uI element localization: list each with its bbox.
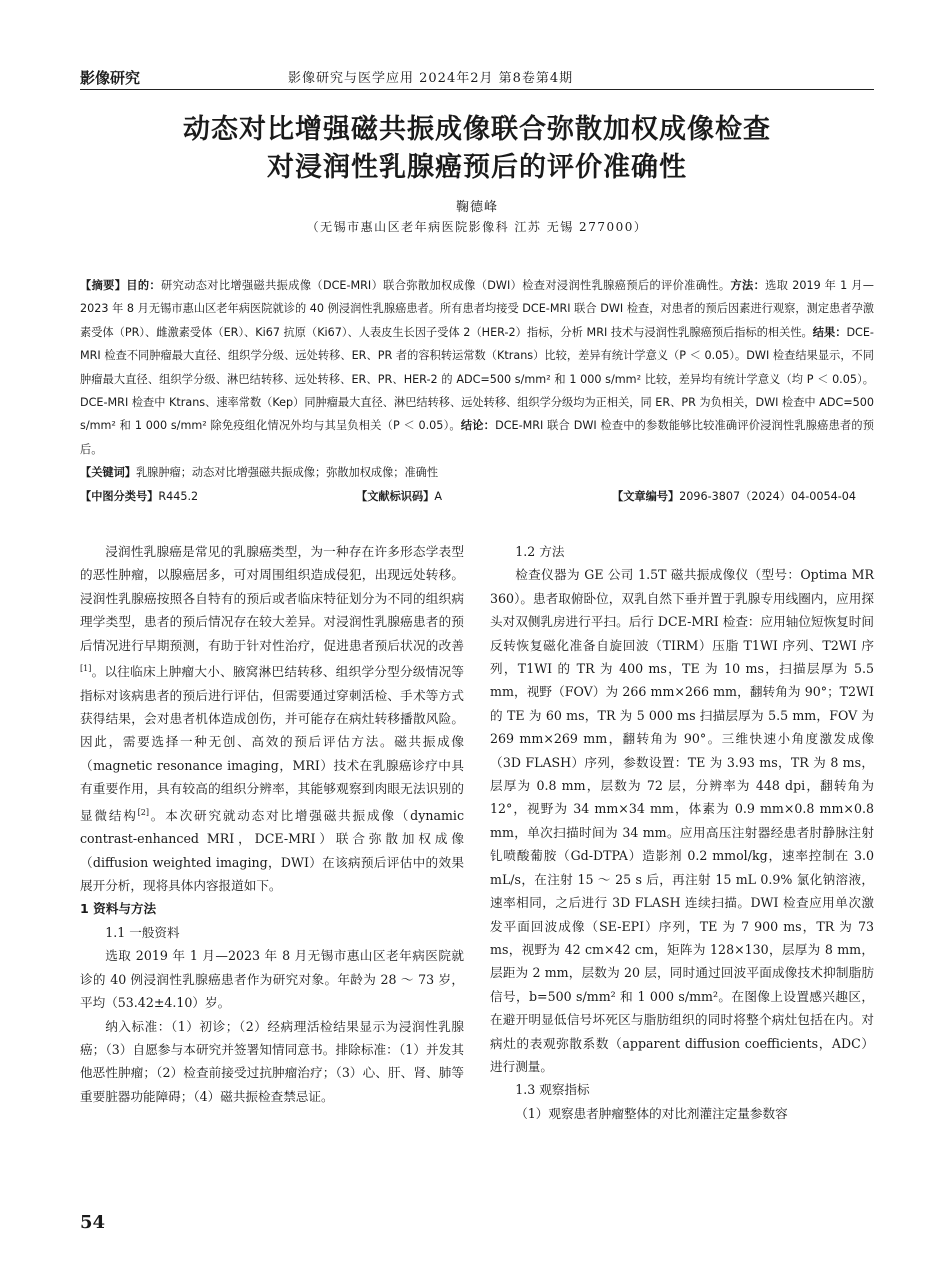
keywords xyxy=(80,464,874,480)
abstract-label: 【摘要】 xyxy=(80,279,127,292)
clc-value: R445.2 xyxy=(158,490,199,503)
running-header xyxy=(80,64,874,92)
abstract xyxy=(80,274,874,461)
doc-label: 【文献标识码】 xyxy=(356,490,435,503)
subsection-heading-1-1: 1.1 一般资料 xyxy=(105,924,180,940)
page-number: 54 xyxy=(80,1212,106,1233)
section-label: 影像研究 xyxy=(80,69,141,87)
intro-paragraph xyxy=(80,540,464,897)
body-column-right xyxy=(490,540,874,1125)
abstract-conclusion: DCE-MRI 联合 DWI 检查中的参数能够比较准确评价浸润性乳腺癌患者的预后。 xyxy=(80,419,874,456)
article-title-line-2: 对浸润性乳腺癌预后的评价准确性 xyxy=(267,152,687,183)
header-rule xyxy=(80,89,874,90)
methods-label: 方法： xyxy=(730,279,766,292)
objective-label: 目的： xyxy=(126,279,161,292)
abstract-methods: 选取 2019 年 1 月—2023 年 8 月无锡市惠山区老年病医院就诊的 40 例浸润性乳腺癌患者。所有患者均接受 DCE-MRI 联合 DWI 检查，对患者的预后因素进行观察，测定患者孕激素受体（PR）、雌激素受体（ER）、Ki67 抗原（Ki67）、人表皮生长因子受体 2（HER-2）指标，分析 MRI 技术与浸润性乳腺癌预后指标的相关性。 xyxy=(80,279,874,339)
intro-text-a: 浸润性乳腺癌是常见的乳腺癌类型，为一种存在许多形态学表型的恶性肿瘤，以腺癌居多，可对周围组织造成侵犯，出现远处转移。浸润性乳腺癌按照各自特有的预后或者临床特征划分为不同的组织病理学类型，患者的预后情况存在较大差异。对浸润性乳腺癌患者的预后情况进行早期预测，有助于针对性治疗，促进患者预后状况的改善 xyxy=(80,544,464,653)
journal-info: 影像研究与医学应用 2024年2月 第8卷第4期 xyxy=(288,71,574,86)
body-column-left xyxy=(80,540,464,1108)
conclusion-label: 结论： xyxy=(460,419,496,433)
indicators-paragraph: （1）观察患者肿瘤整体的对比剂灌注定量参数容 xyxy=(515,1105,788,1121)
results-label: 结果： xyxy=(812,325,847,339)
intro-text-b: 。以往临床上肿瘤大小、腋窝淋巴结转移、组织学分型分级情况等指标对该病患者的预后进行评估，但需要通过穿刺活检、手术等方式获得结果，会对患者机体造成创伤，并可能存在病灶转移播散风险。因此，需要选择一种无创、高效的预后评估方法。磁共振成像（magnetic resonance imaging，MRI）技术在乳腺癌诊疗中具有重要作用，具有较高的组织分辨率，其能够观察到肉眼无法识别的显微结构 xyxy=(80,664,464,823)
article-number xyxy=(612,488,856,504)
general-info-paragraph: 选取 2019 年 1 月—2023 年 8 月无锡市惠山区老年病医院就诊的 40 例浸润性乳腺癌患者作为研究对象。年龄为 28 ～ 73 岁，平均（53.42±4.10）岁。 xyxy=(80,948,464,1011)
citation-2: [2] xyxy=(137,807,149,817)
article-title-line-1: 动态对比增强磁共振成像联合弥散加权成像检查 xyxy=(183,114,771,145)
criteria-paragraph: 纳入标准：（1）初诊；（2）经病理活检结果显示为浸润性乳腺癌；（3）自愿参与本研究并签署知情同意书。排除标准：（1）并发其他恶性肿瘤；（2）检查前接受过抗肿瘤治疗；（3）心、肝、肾、肺等重要脏器功能障碍；（4）磁共振检查禁忌证。 xyxy=(80,1018,464,1104)
author-affiliation: （无锡市惠山区老年病医院影像科 江苏 无锡 277000） xyxy=(306,220,648,234)
section-heading-1: 1 资料与方法 xyxy=(80,901,157,917)
citation-1: [1] xyxy=(80,664,92,674)
clc-number xyxy=(80,488,198,504)
abstract-objective: 研究动态对比增强磁共振成像（DCE-MRI）联合弥散加权成像（DWI）检查对浸润性乳腺癌预后的评价准确性。 xyxy=(161,279,731,292)
keywords-text: 乳腺肿瘤；动态对比增强磁共振成像；弥散加权成像；准确性 xyxy=(135,466,439,479)
author-name: 鞠德峰 xyxy=(455,200,498,215)
clc-label: 【中图分类号】 xyxy=(80,490,159,503)
methods-paragraph: 检查仪器为 GE 公司 1.5T 磁共振成像仪（型号：Optima MR 360）。患者取俯卧位，双乳自然下垂并置于乳腺专用线圈内，应用探头对双侧乳房进行平扫。后行 DCE-MRI 检查：应用轴位短恢复时间反转恢复磁化准备自旋回波（TIRM）压脂 T1WI 序列、T2WI 序列，T1WI 的 TR 为 400 ms，TE 为 10 ms，扫描层厚为 5.5 mm，视野（FOV）为 266 mm×266 mm，翻转角为 90°；T2WI 的 TE 为 60 ms，TR 为 5 000 ms 扫描层厚为 5.5 mm，FOV 为 269 mm×269 mm，翻转角为 90°。三维快速小角度激发成像（3D FLASH）序列，参数设置：TE 为 3.93 ms，TR 为 8 ms，层厚为 0.8 mm，层数为 72 层，分辨率为 448 dpi，翻转角为 12°，视野为 34 mm×34 mm，体素为 0.9 mm×0.8 mm×0.8 mm，单次扫描时间为 34 mm。应用高压注射器经患者肘静脉注射钆喷酸葡胺（Gd-DTPA）造影剂 0.2 mmol/kg，速率控制在 3.0 mL/s，在注射 15 ～ 25 s 后，再注射 15 mL 0.9% 氯化钠溶液，速率相同，之后进行 3D FLASH 连续扫描。DWI 检查应用单次激发平面回波成像（SE-EPI）序列，TE 为 7 900 ms，TR 为 73 ms，视野为 42 cm×42 cm，矩阵为 128×130，层厚为 8 mm，层距为 2 mm，层数为 20 层，同时通过回波平面成像技术抑制脂肪信号，b=500 s/mm² 和 1 000 s/mm²。在图像上设置感兴趣区，在避开明显低信号坏死区与脂肪组织的同时将整个病灶包括在内。对病灶的表观弥散系数（apparent diffusion coefficients，ADC）进行测量。 xyxy=(490,567,874,1074)
keywords-label: 【关键词】 xyxy=(80,466,136,479)
article-value: 2096-3807（2024）04-0054-04 xyxy=(679,490,856,503)
document-code xyxy=(356,488,442,504)
intro-text-c: 。本次研究就动态对比增强磁共振成像（dynamic contrast-enhanced MRI，DCE-MRI）联合弥散加权成像（diffusion weighted imaging，DWI）在该病预后评估中的效果展开分析，现将具体内容报道如下。 xyxy=(80,807,464,894)
subsection-heading-1-3: 1.3 观察指标 xyxy=(515,1082,590,1098)
article-label: 【文章编号】 xyxy=(612,490,680,503)
doc-value: A xyxy=(434,490,442,503)
abstract-results: DCE-MRI 检查不同肿瘤最大直径、组织学分级、远处转移、ER、PR 者的容积转运常数（Ktrans）比较，差异有统计学意义（P ＜ 0.05）。DWI 检查结果显示，不同肿瘤最大直径、组织学分级、淋巴结转移、远处转移、ER、PR、HER-2 的 ADC=500 s/mm² 和 1 000 s/mm² 比较，差异均有统计学意义（均 P ＜ 0.05）。DCE-MRI 检查中 Ktrans、速率常数（Kep）同肿瘤最大直径、淋巴结转移、远处转移、组织学分级均为正相关，同 ER、PR 为负相关，DWI 检查中 ADC=500 s/mm² 和 1 000 s/mm² 除免疫组化情况外均与其呈负相关（P ＜ 0.05）。 xyxy=(80,325,874,433)
subsection-heading-1-2: 1.2 方法 xyxy=(515,544,565,559)
